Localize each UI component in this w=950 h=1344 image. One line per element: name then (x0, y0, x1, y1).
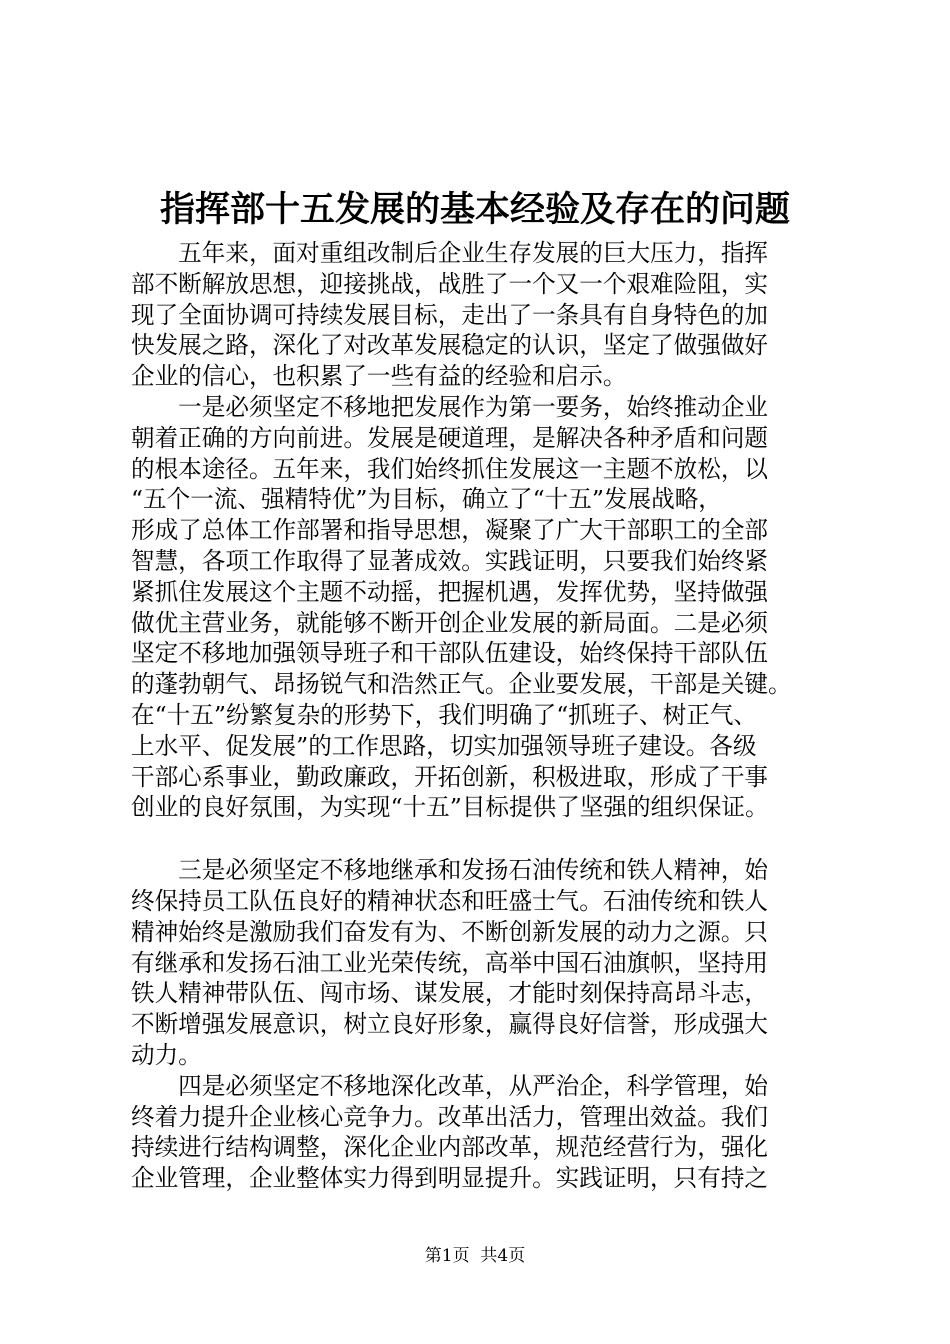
text-line: 终保持员工队伍良好的精神状态和旺盛士气。石油传统和铁人 (131, 886, 769, 915)
text-line: 紧抓住发展这个主题不动摇，把握机遇，发挥优势，坚持做强 (131, 577, 769, 606)
text-line: 快发展之路，深化了对改革发展稳定的认识，坚定了做强做好 (131, 331, 769, 360)
text-line: 的蓬勃朝气、昂扬锐气和浩然正气。企业要发展，干部是关键。 (131, 670, 792, 699)
text-line: 有继承和发扬石油工业光荣传统，高举中国石油旗帜，坚持用 (131, 948, 769, 977)
text-line: 终着力提升企业核心竞争力。改革出活力，管理出效益。我们 (131, 1102, 769, 1131)
text-line: 坚定不移地加强领导班子和干部队伍建设，始终保持干部队伍 (131, 639, 769, 668)
text-line: 精神始终是激励我们奋发有为、不断创新发展的动力之源。只 (131, 917, 769, 946)
document-title: 指挥部十五发展的基本经验及存在的问题 (159, 189, 790, 230)
text-line: 现了全面协调可持续发展目标，走出了一条具有自身特色的加 (131, 300, 769, 329)
text-line: 不断增强发展意识，树立良好形象，赢得良好信誉，形成强大 (131, 1010, 769, 1039)
text-line: 五年来，面对重组改制后企业生存发展的巨大压力，指挥 (131, 239, 769, 267)
blank-line (131, 823, 841, 855)
text-line: 朝着正确的方向前进。发展是硬道理，是解决各种矛盾和问题 (131, 423, 769, 452)
text-line: 上水平、促发展”的工作思路，切实加强领导班子建设。各级 (131, 731, 757, 760)
text-line: 部不断解放思想，迎接挑战，战胜了一个又一个艰难险阻，实 (131, 269, 769, 298)
text-line: 在“十五”纷繁复杂的形势下，我们明确了“抓班子、树正气、 (131, 700, 758, 729)
text-line: 企业的信心，也积累了一些有益的经验和启示。 (131, 362, 627, 391)
text-line: 创业的良好氛围，为实现“十五”目标提供了坚强的组织保证。 (131, 793, 769, 822)
text-line: 形成了总体工作部署和指导思想，凝聚了广大干部职工的全部 (131, 516, 769, 545)
text-line: 企业管理，企业整体实力得到明显提升。实践证明，只有持之 (131, 1164, 769, 1193)
text-line: 铁人精神带队伍、闯市场、谋发展，才能时刻保持高昂斗志， (131, 979, 769, 1008)
text-line: 的根本途径。五年来，我们始终抓住发展这一主题不放松，以 (131, 454, 769, 483)
text-line: 做优主营业务，就能够不断开创企业发展的新局面。二是必须 (131, 608, 769, 637)
text-line: “五个一流、强精特优”为目标，确立了“十五”发展战略， (131, 485, 722, 514)
text-line: 干部心系事业，勤政廉政，开拓创新，积极进取，形成了干事 (131, 762, 769, 791)
text-line: 持续进行结构调整，深化企业内部改革，规范经营行为，强化 (131, 1133, 769, 1162)
text-line: 四是必须坚定不移地深化改革，从严治企，科学管理，始 (131, 1071, 769, 1100)
text-line: 动力。 (131, 1040, 202, 1069)
text-line: 三是必须坚定不移地继承和发扬石油传统和铁人精神，始 (131, 856, 769, 885)
document-body (131, 238, 841, 1194)
text-line: 一是必须坚定不移地把发展作为第一要务，始终推动企业 (131, 392, 769, 421)
text-line: 智慧，各项工作取得了显著成效。实践证明，只要我们始终紧 (131, 546, 769, 575)
page-number-footer: 第1页 共4页 (424, 1246, 526, 1266)
